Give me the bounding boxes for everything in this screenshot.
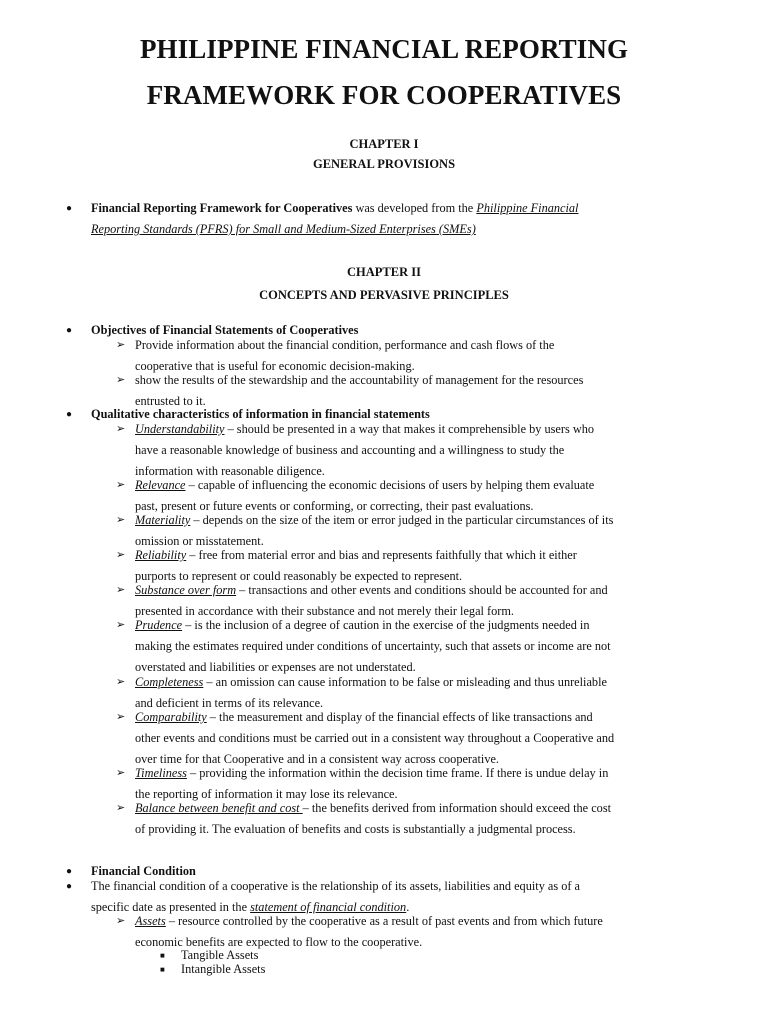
- arrow-bullet-icon: ➢: [116, 374, 126, 386]
- relevance-term: Relevance: [135, 478, 186, 492]
- reliability-term: Reliability: [135, 548, 187, 562]
- completeness-line-1: Completeness – an omission can cause information to be false or misleading and thus unreliable: [135, 675, 607, 689]
- timeliness-line-2: the reporting of information it may lose its relevance.: [135, 787, 398, 801]
- square-bullet-icon: ■: [160, 965, 165, 974]
- understandability-line-1: Understandability – should be presented in a way that makes it comprehensible by users who: [135, 422, 595, 436]
- bullet-icon: ●: [66, 866, 73, 877]
- framework-line-1: Financial Reporting Framework for Cooperatives was developed from the Philippine Financial: [91, 201, 579, 215]
- framework-term: Financial Reporting Framework for Cooperatives: [91, 201, 353, 215]
- prudence-line-3: overstated and liabilities or expenses are not understated.: [135, 660, 416, 674]
- comparability-term: Comparability: [135, 710, 207, 724]
- materiality-term: Materiality: [135, 513, 191, 527]
- substance-over-form-term: Substance over form: [135, 583, 237, 597]
- page-title-line-1: PHILIPPINE FINANCIAL REPORTING: [139, 34, 629, 64]
- arrow-bullet-icon: ➢: [116, 339, 126, 351]
- understandability-line-2: have a reasonable knowledge of business and accounting and a willingness to study the: [135, 443, 565, 457]
- prudence-term: Prudence: [135, 618, 183, 632]
- objective-2-line-2: entrusted to it.: [135, 394, 206, 408]
- assets-term: Assets: [135, 914, 166, 928]
- arrow-bullet-icon: ➢: [116, 676, 126, 688]
- bullet-icon: ●: [66, 409, 73, 420]
- balance-line-2: of providing it. The evaluation of benefits and costs is substantially a judgmental process.: [135, 822, 576, 836]
- understandability-line-3: information with reasonable diligence.: [135, 464, 325, 478]
- comparability-line-1: Comparability – the measurement and display of the financial effects of like transactions and: [135, 710, 593, 724]
- chapter-2-number: CHAPTER II: [347, 265, 421, 279]
- arrow-bullet-icon: ➢: [116, 802, 126, 814]
- financial-condition-def-line-1: The financial condition of a cooperative is the relationship of its assets, liabilities and equity as of a: [91, 879, 581, 893]
- bullet-icon: ●: [66, 325, 73, 336]
- objective-2-line-1: show the results of the stewardship and the accountability of management for the resources: [135, 373, 584, 387]
- timeliness-line-1: Timeliness – providing the information within the decision time frame. If there is undue delay in: [135, 766, 609, 780]
- assets-line-2: economic benefits are expected to flow to the cooperative.: [135, 935, 423, 949]
- bullet-icon: ●: [66, 881, 73, 892]
- balance-benefit-cost-term: Balance between benefit and cost: [135, 801, 303, 815]
- objective-1-line-2: cooperative that is useful for economic decision-making.: [135, 359, 415, 373]
- relevance-line-2: past, present or future events or conforming, or correcting, their past evaluations.: [135, 499, 534, 513]
- arrow-bullet-icon: ➢: [116, 767, 126, 779]
- materiality-line-1: Materiality – depends on the size of the item or error judged in the particular circumstances of its: [135, 513, 614, 527]
- substance-line-1: Substance over form – transactions and other events and conditions should be accounted for and: [135, 583, 608, 597]
- completeness-line-2: and deficient in terms of its relevance.: [135, 696, 324, 710]
- asset-type-intangible: Intangible Assets: [181, 962, 266, 976]
- chapter-1-number: CHAPTER I: [349, 137, 419, 151]
- arrow-bullet-icon: ➢: [116, 514, 126, 526]
- chapter-1-name: GENERAL PROVISIONS: [312, 157, 456, 171]
- comparability-line-2: other events and conditions must be carried out in a consistent way throughout a Cooperative and: [135, 731, 615, 745]
- qualitative-heading: Qualitative characteristics of information in financial statements: [91, 407, 430, 421]
- arrow-bullet-icon: ➢: [116, 479, 126, 491]
- square-bullet-icon: ■: [160, 951, 165, 960]
- assets-line-1: Assets – resource controlled by the cooperative as a result of past events and from which future: [135, 914, 603, 928]
- relevance-line-1: Relevance – capable of influencing the economic decisions of users by helping them evaluate: [135, 478, 595, 492]
- balance-line-1: Balance between benefit and cost – the benefits derived from information should exceed the cost: [135, 801, 612, 815]
- timeliness-term: Timeliness: [135, 766, 187, 780]
- page-title-line-2: FRAMEWORK FOR COOPERATIVES: [146, 80, 622, 110]
- understandability-term: Understandability: [135, 422, 225, 436]
- arrow-bullet-icon: ➢: [116, 549, 126, 561]
- chapter-2-name: CONCEPTS AND PERVASIVE PRINCIPLES: [259, 288, 509, 302]
- financial-condition-def-line-2: specific date as presented in the statement of financial condition.: [91, 900, 410, 914]
- prudence-line-2: making the estimates required under conditions of uncertainty, such that assets or income are not: [135, 639, 611, 653]
- prudence-line-1: Prudence – is the inclusion of a degree of caution in the exercise of the judgments needed in: [135, 618, 590, 632]
- arrow-bullet-icon: ➢: [116, 711, 126, 723]
- arrow-bullet-icon: ➢: [116, 915, 126, 927]
- framework-line-2: Reporting Standards (PFRS) for Small and Medium-Sized Enterprises (SMEs): [91, 222, 476, 236]
- objective-1-line-1: Provide information about the financial condition, performance and cash flows of the: [135, 338, 555, 352]
- statement-of-financial-condition-reference: statement of financial condition: [250, 900, 407, 914]
- asset-type-tangible: Tangible Assets: [181, 948, 259, 962]
- financial-condition-heading: Financial Condition: [91, 864, 196, 878]
- arrow-bullet-icon: ➢: [116, 423, 126, 435]
- objectives-heading: Objectives of Financial Statements of Cooperatives: [91, 323, 359, 337]
- arrow-bullet-icon: ➢: [116, 619, 126, 631]
- comparability-line-3: over time for that Cooperative and in a consistent way across cooperative.: [135, 752, 500, 766]
- reliability-line-1: Reliability – free from material error and bias and represents faithfully that which it either: [135, 548, 577, 562]
- bullet-icon: ●: [66, 203, 73, 214]
- pfrs-reference: Philippine Financial: [476, 201, 579, 215]
- substance-line-2: presented in accordance with their substance and not merely their legal form.: [135, 604, 515, 618]
- reliability-line-2: purports to represent or could reasonably be expected to represent.: [135, 569, 463, 583]
- arrow-bullet-icon: ➢: [116, 584, 126, 596]
- completeness-term: Completeness: [135, 675, 204, 689]
- materiality-line-2: omission or misstatement.: [135, 534, 264, 548]
